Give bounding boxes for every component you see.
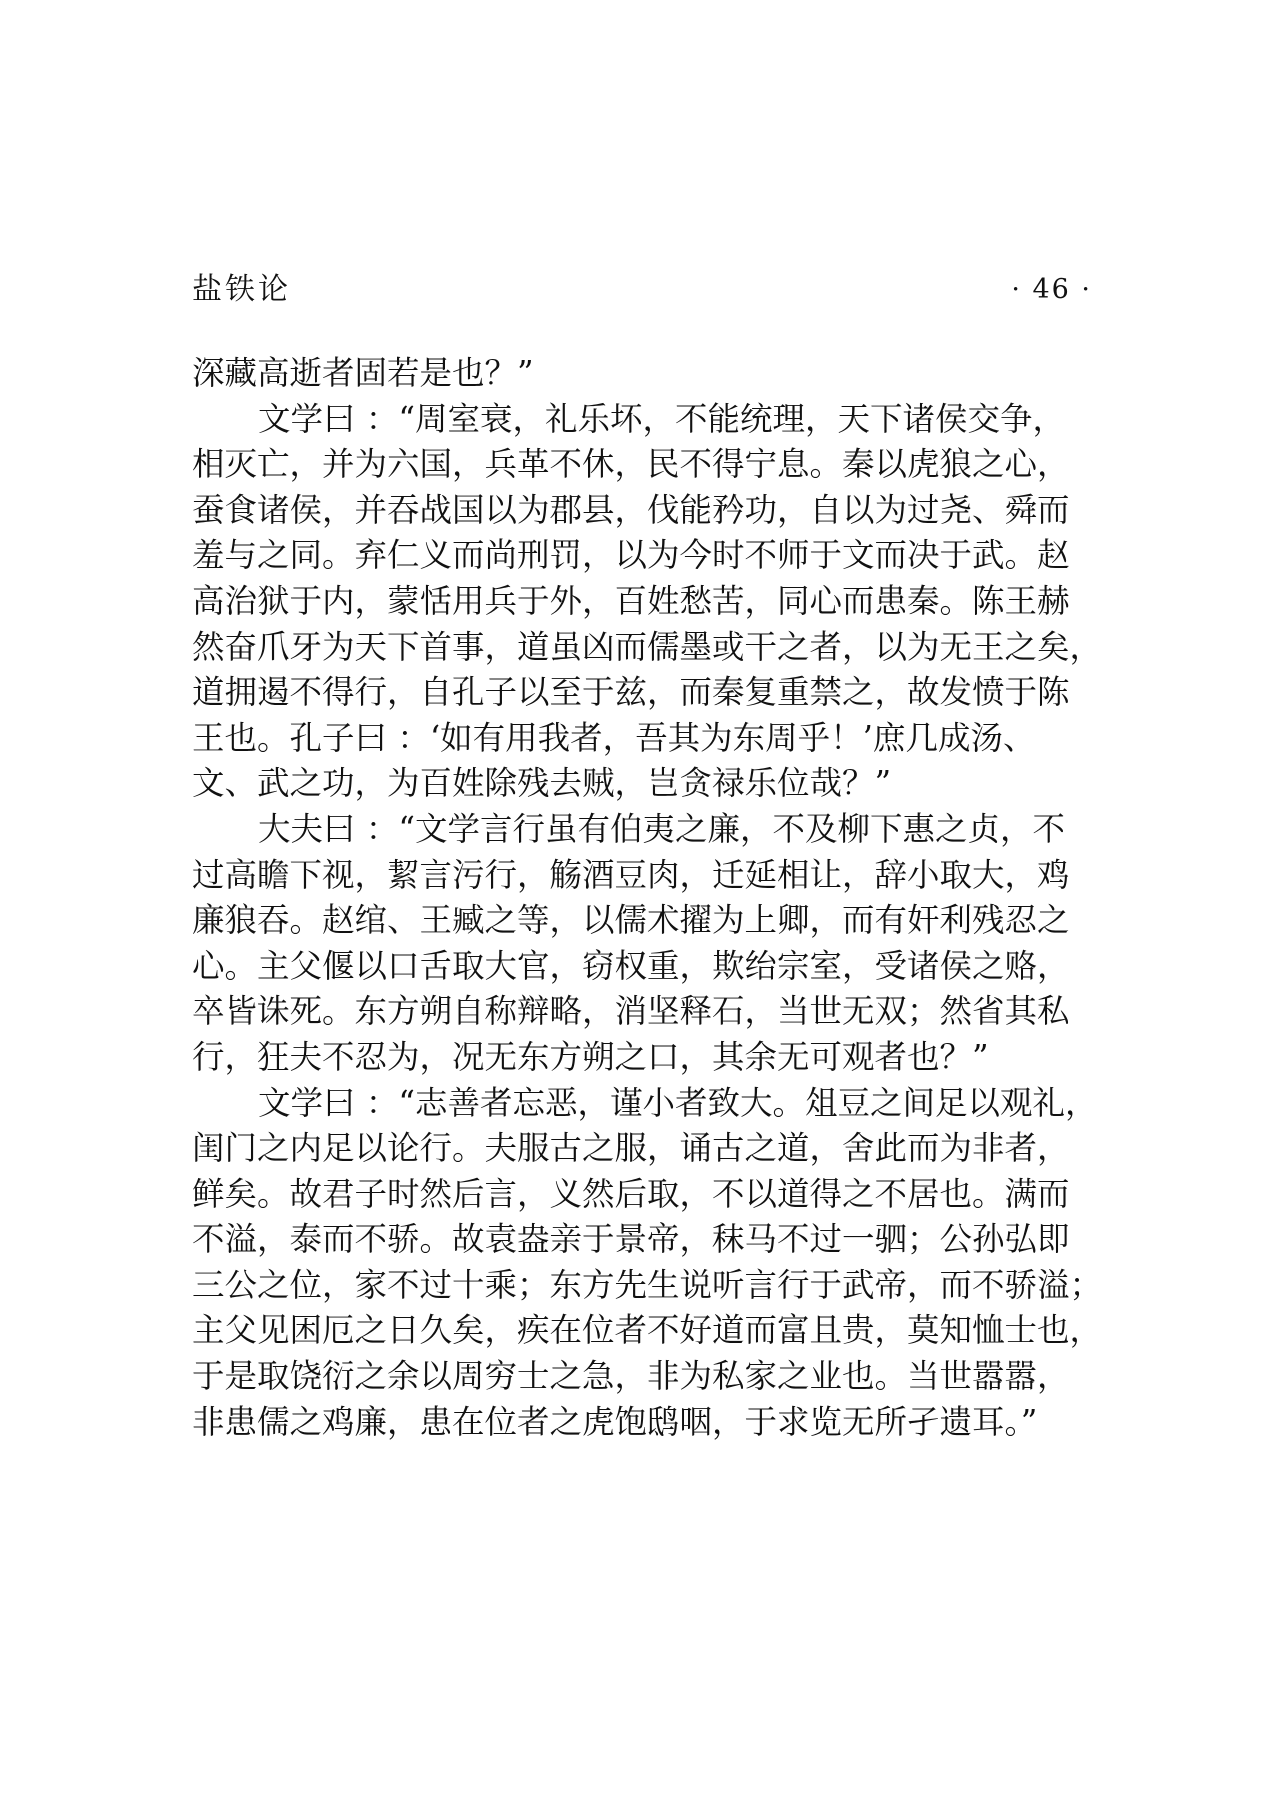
text-line: 羞与之同。弃仁义而尚刑罚，以为今时不师于文而决于武。赵 <box>192 536 1070 575</box>
text-line: 道拥遏不得行，自孔子以至于兹，而秦复重禁之，故发愤于陈 <box>192 673 1070 712</box>
text-line: 大夫曰 ：“文学言行虽有伯夷之廉，不及柳下惠之贞，不 <box>258 809 1065 848</box>
text-line: 主父见困厄之日久矣，疾在位者不好道而富且贵，莫知恤士也， <box>192 1311 1103 1350</box>
text-line: 鲜矣。故君子时然后言，义然后取，不以道得之不居也。满而 <box>192 1174 1070 1213</box>
book-title: 盐铁论 <box>192 272 291 307</box>
running-header <box>192 268 1092 312</box>
text-line: 文、武之功，为百姓除残去贼，岂贪禄乐位哉？” <box>192 764 892 803</box>
text-line: 高治狱于内，蒙恬用兵于外，百姓愁苦，同心而患秦。陈王赫 <box>192 581 1070 620</box>
text-line: 然奋爪牙为天下首事，道虽凶而儒墨或干之者，以为无王之矣， <box>192 627 1103 666</box>
text-line: 王也。孔子曰 ：‘如有用我者，吾其为东周乎！’庶几成汤、 <box>192 718 1036 757</box>
text-line: 卒皆诛死。东方朔自称辩略，消坚释石，当世无双；然省其私 <box>192 992 1070 1031</box>
text-line: 于是取饶衍之余以周穷士之急，非为私家之业也。当世嚣嚣， <box>192 1357 1070 1396</box>
text-line: 非患儒之鸡廉，患在位者之虎饱鸱咽，于求览无所孑遗耳。” <box>192 1402 1038 1441</box>
text-line: 蚕食诸侯，并吞战国以为郡县，伐能矜功，自以为过尧、舜而 <box>192 490 1070 529</box>
text-line: 文学曰 ：“周室衰，礼乐坏，不能统理，天下诸侯交争， <box>258 399 1065 438</box>
text-line: 文学曰 ：“志善者忘恶，谨小者致大。俎豆之间足以观礼， <box>258 1083 1098 1122</box>
text-line: 不溢，泰而不骄。故袁盎亲于景帝，秣马不过一驷；公孙弘即 <box>192 1220 1070 1259</box>
text-line: 深藏高逝者固若是也？” <box>192 354 534 392</box>
text-line: 过高瞻下视，絜言污行，觞酒豆肉，迁延相让，辞小取大，鸡 <box>192 855 1070 894</box>
text-line: 心。主父偃以口舌取大官，窃权重，欺绐宗室，受诸侯之赂， <box>192 946 1070 985</box>
page-number: · 46 · <box>1011 274 1092 305</box>
body-text <box>192 351 1103 1445</box>
text-line: 相灭亡，并为六国，兵革不休，民不得宁息。秦以虎狼之心， <box>192 445 1070 484</box>
text-line: 廉狼吞。赵绾、王臧之等，以儒术擢为上卿，而有奸利残忍之 <box>192 901 1070 940</box>
text-line: 三公之位，家不过十乘；东方先生说听言行于武帝，而不骄溢； <box>192 1265 1103 1304</box>
text-line: 行，狂夫不忍为，况无东方朔之口，其余无可观者也？” <box>192 1037 989 1076</box>
text-line: 闺门之内足以论行。夫服古之服，诵古之道，舍此而为非者， <box>192 1129 1070 1168</box>
